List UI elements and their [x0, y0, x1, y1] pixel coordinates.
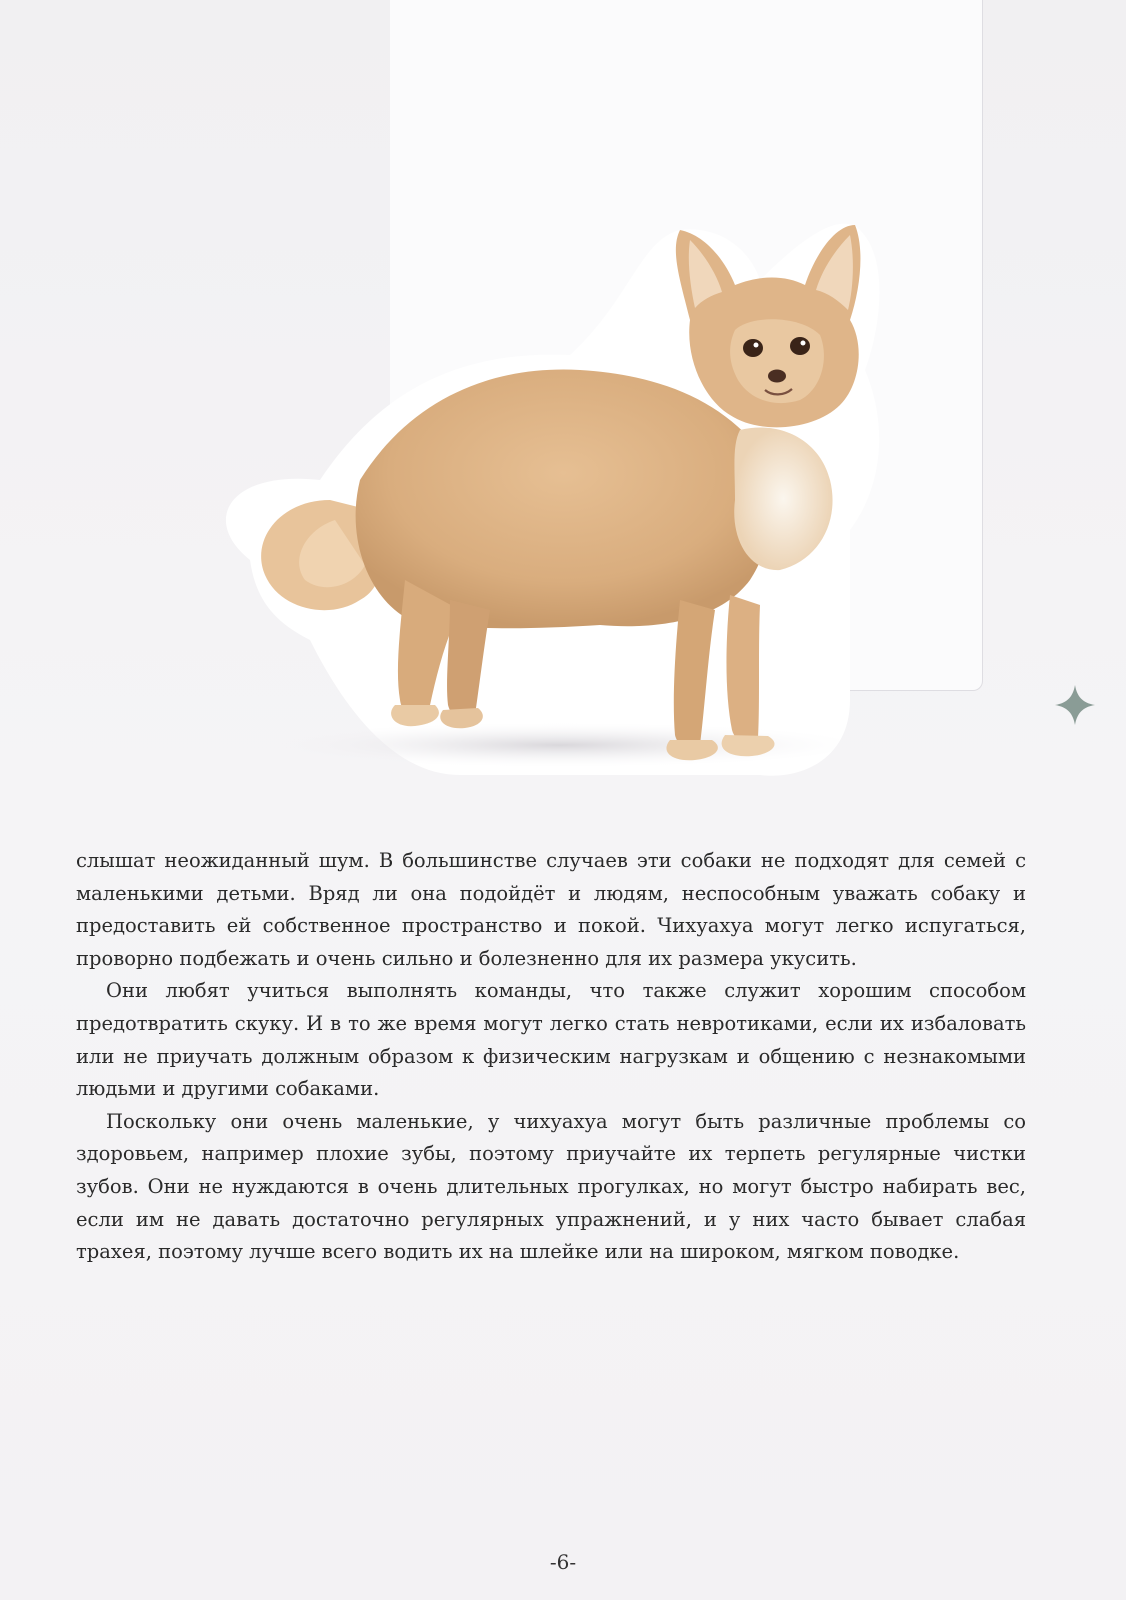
paragraph-3: Поскольку они очень маленькие, у чихуахуа могут быть различные проблемы со здоровьем, например плохие зубы, поэтому приучайте их терпеть регулярные чистки зубов. Они не нуждаются в очень длительных прогулках, но могут быстро набирать вес, если им не давать достаточно регулярных упражнений, и у них часто бывает слабая трахея, поэтому лучше всего водить их на шлейке или на широком, мягком поводке.	[76, 1109, 1026, 1264]
body-text	[76, 845, 1026, 1269]
four-point-star-icon	[1053, 683, 1097, 727]
page-number: -6-	[549, 1550, 577, 1574]
paragraph-1: слышат неожиданный шум. В большинстве случаев эти собаки не подходят для семей с маленькими детьми. Вряд ли она подойдёт и людям, неспособным уважать собаку и предоставить ей собственное пространство и покой. Чихуахуа могут легко испугаться, проворно подбежать и очень сильно и болезненно для их размера укусить.	[76, 849, 1026, 970]
chihuahua-photo	[160, 200, 920, 800]
paragraph-2: Они любят учиться выполнять команды, что также служит хорошим способом предотвратить скуку. И в то же время могут легко стать невротиками, если их избаловать или не приучать должным образом к физическим нагрузкам и общению с незнакомыми людьми и другими собаками.	[76, 979, 1026, 1101]
